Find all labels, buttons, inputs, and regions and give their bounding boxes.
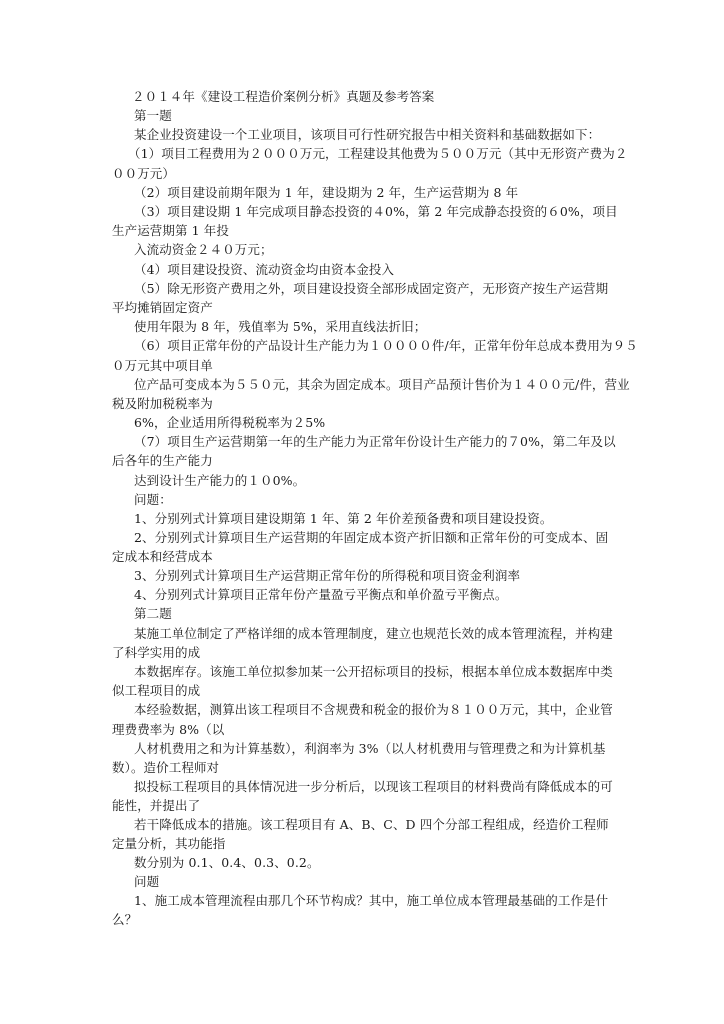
q1-item5-b: 平均摊销固定资产 (112, 300, 213, 315)
q1-question-4: 4、分别列式计算项目正常年份产量盈亏平衡点和单价盈亏平衡点。 (134, 587, 508, 602)
q2-para-c: 本数据库存。该施工单位拟参加某一公开招标项目的投标，根据本单位成本数据库中类 (134, 664, 613, 679)
q2-para-m: 数分别为 0.1、0.4、0.3、0.2。 (134, 855, 320, 870)
q1-question-1: 1、分别列式计算项目建设期第 1 年、第 2 年价差预备费和项目建设投资。 (134, 511, 553, 526)
q1-item3-a: （3）项目建设期 1 年完成项目静态投资的４0%，第 2 年完成静态投资的６0%，项目 (134, 204, 618, 219)
q1-item7-a: （7）项目生产运营期第一年的生产能力为正常年份设计生产能力的７0%，第二年及以 (134, 434, 616, 449)
q1-heading: 第一题 (134, 108, 172, 123)
q2-para-e: 本经验数据，测算出该工程项目不含规费和税金的报价为８１００万元，其中，企业管 (134, 702, 613, 717)
q1-question-2-b: 定成本和经营成本 (112, 549, 213, 564)
q1-item6-c: 位产品可变成本为５５０元，其余为固定成本。项目产品预计售价为１４００元/件，营业 (134, 377, 630, 392)
q1-item1-b: ００万元） (112, 166, 176, 181)
q1-item3-b: 生产运营期第 1 年投 (112, 223, 229, 238)
q2-para-f: 理费费率为 8%（以 (112, 722, 225, 737)
q2-heading: 第二题 (134, 606, 172, 621)
q2-para-i: 拟投标工程项目的具体情况进一步分析后，以现该工程项目的材料费尚有降低成本的可 (134, 779, 613, 794)
q1-item6-a: （6）项目正常年份的产品设计生产能力为１００００件/年，正常年份年总成本费用为９５ (134, 338, 638, 353)
q2-para-g: 人材机费用之和为计算基数），利润率为 3%（以人材机费用与管理费之和为计算机基 (134, 741, 606, 756)
q2-para-a: 某施工单位制定了严格详细的成本管理制度，建立也规范长效的成本管理流程，并构建 (134, 626, 613, 641)
q2-para-l: 定量分析，其功能指 (112, 836, 226, 851)
q1-item7-b: 后各年的生产能力 (112, 453, 213, 468)
q2-questions-label: 问题 (134, 874, 160, 889)
q2-question-1-b: 么？ (112, 912, 138, 927)
q1-question-2-a: 2、分别列式计算项目生产运营期的年固定成本资产折旧额和正常年份的可变成本、固 (134, 530, 609, 545)
q2-para-d: 似工程项目的成 (112, 683, 201, 698)
q1-question-3: 3、分别列式计算项目生产运营期正常年份的所得税和项目资金利润率 (134, 568, 521, 583)
q1-intro: 某企业投资建设一个工业项目，该项目可行性研究报告中相关资料和基础数据如下： (134, 127, 601, 142)
q1-item7-c: 达到设计生产能力的１０0%。 (134, 473, 306, 488)
document-title: ２０１４年《建设工程造价案例分析》真题及参考答案 (132, 89, 435, 104)
q1-item4: （4）项目建设投资、流动资金均由资本金投入 (134, 262, 395, 277)
q2-para-b: 了科学实用的成 (112, 645, 201, 660)
q1-item5-a: （5）除无形资产费用之外，项目建设投资全部形成固定资产，无形资产按生产运营期 (134, 281, 609, 296)
q2-para-j: 能性，并提出了 (112, 798, 201, 813)
q2-para-h: 数）。造价工程师对 (112, 760, 220, 775)
q1-item6-b: ０万元其中项目单 (112, 358, 213, 373)
q1-item2: （2）项目建设前期年限为 1 年，建设期为 2 年，生产运营期为 8 年 (134, 185, 519, 200)
q1-questions-label: 问题： (134, 492, 172, 507)
q2-para-k: 若干降低成本的措施。该工程项目有 A、B、C、D 四个分部工程组成，经造价工程师 (134, 817, 609, 832)
q1-item6-e: 6%，企业适用所得税税率为２5% (134, 415, 326, 430)
q1-item6-d: 税及附加税税率为 (112, 396, 213, 411)
q1-item3-c: 入流动资金２４０万元； (134, 242, 273, 257)
q2-question-1-a: 1、施工成本管理流程由那几个环节构成？其中，施工单位成本管理最基础的工作是什 (134, 893, 609, 908)
q1-item1-a: （1）项目工程费用为２０００万元，工程建设其他费为５００万元（其中无形资产费为２ (128, 146, 628, 161)
q1-item5-c: 使用年限为 8 年，残值率为 5%，采用直线法折旧； (134, 319, 427, 334)
